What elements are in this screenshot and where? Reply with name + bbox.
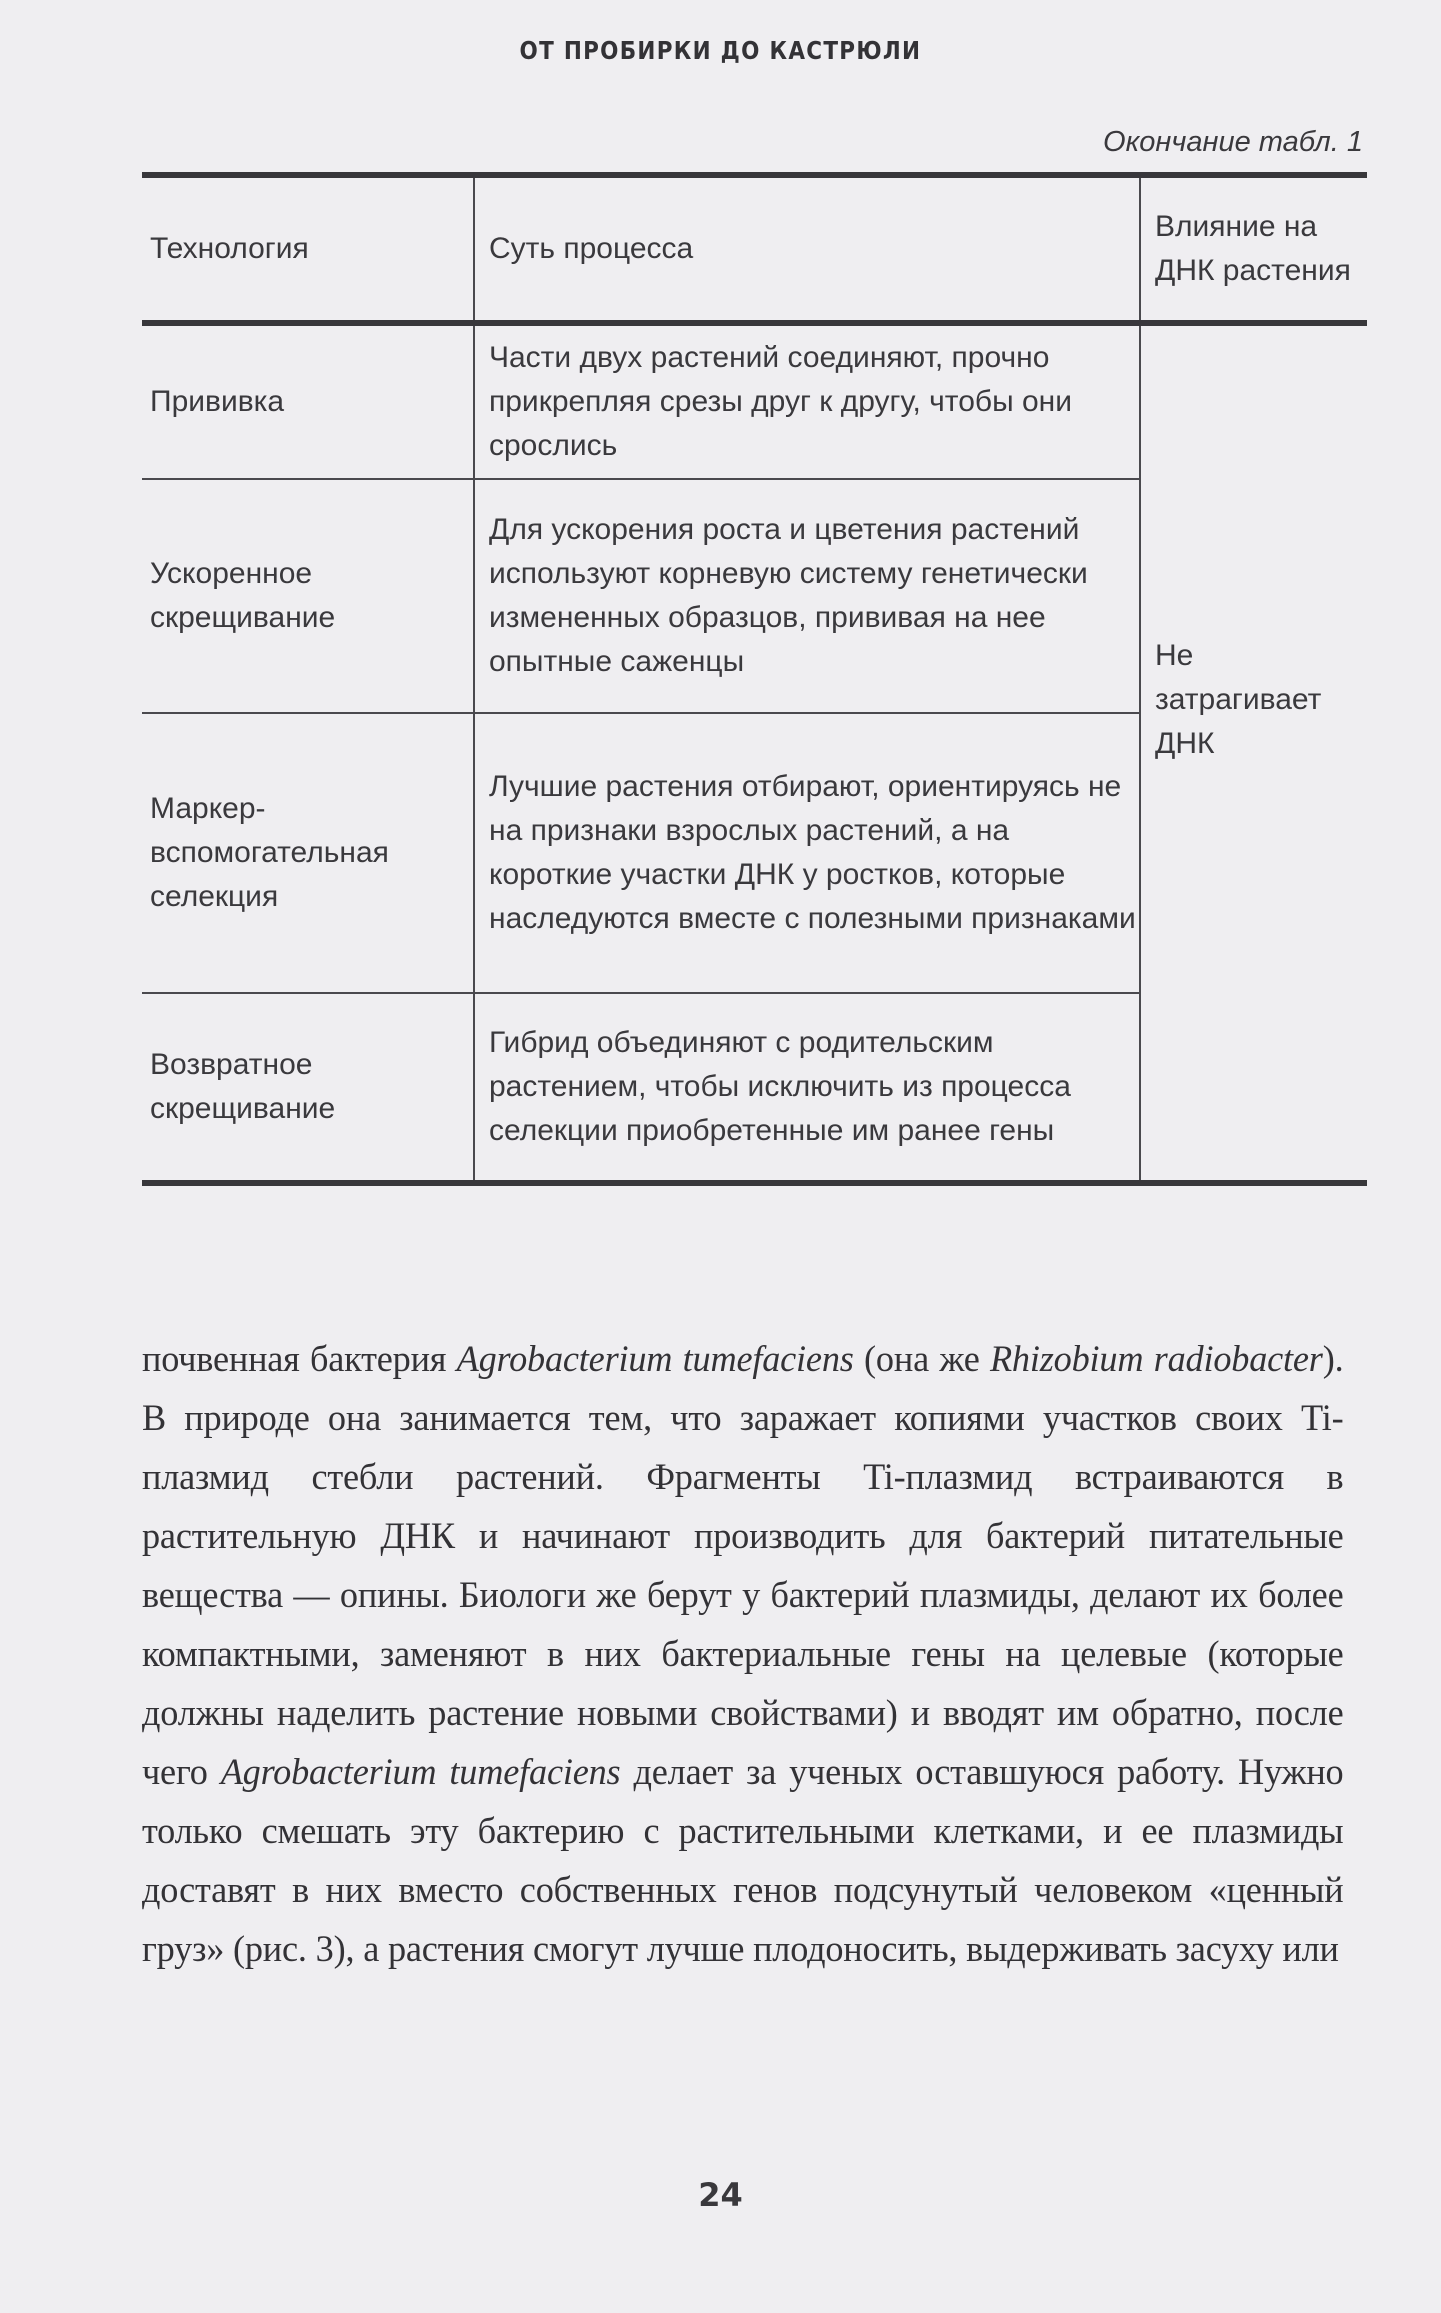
technology-table xyxy=(142,172,1367,1186)
table-header-row xyxy=(142,175,1367,323)
cell-process: Гибрид объединяют с родительским растением, чтобы исключить из процесса селекции приобретенные им ранее гены xyxy=(474,993,1140,1183)
paragraph-text xyxy=(142,1330,1343,1979)
cell-technology: Ускоренное скрещивание xyxy=(142,479,474,713)
cell-technology: Прививка xyxy=(142,323,474,479)
technology-table-grid xyxy=(142,172,1367,1186)
species-name-italic: Agrobacterium tumefaciens xyxy=(220,1752,621,1793)
species-name-italic: Agrobacterium tumefaciens xyxy=(456,1339,854,1380)
table-row xyxy=(142,323,1367,479)
running-header-title: ОТ ПРОБИРКИ ДО КАСТРЮЛИ xyxy=(519,36,922,65)
text-segment: ). В природе она занимается тем, что заражает копиями участков своих Ti-плазмид стебли растений. Фрагменты Ti-плазмид встраиваются в растительную ДНК и начинают производить для бактерий питательные вещества — опины. Биологи же берут у бактерий плазмиды, делают их более компактными, заменяют в них бактериальные гены на целевые (которые должны наделить растение новыми свойствами) и вводят им обратно, после чего xyxy=(142,1339,1344,1793)
cell-process: Для ускорения роста и цветения растений используют корневую систему генетически измененных образцов, прививая на нее опытные саженцы xyxy=(474,479,1140,713)
page-number: 24 xyxy=(698,2176,743,2214)
species-name-italic: Rhizobium radiobacter xyxy=(989,1339,1323,1380)
cell-dna-impact-merged: Не затрагивает ДНК xyxy=(1140,323,1367,1183)
cell-technology: Возвратное скрещивание xyxy=(142,993,474,1183)
cell-process: Лучшие растения отбирают, ориентируясь не на признаки взрослых растений, а на короткие участки ДНК у ростков, которые наследуются вместе с полезными признаками xyxy=(474,713,1140,993)
table-caption: Окончание табл. 1 xyxy=(1103,126,1363,158)
body-paragraph xyxy=(142,1330,1343,1979)
text-segment: делает за ученых оставшуюся работу. Нужно только смешать эту бактерию с растительными клетками, и ее плазмиды доставят в них вместо собственных генов подсунутый человеком «ценный груз» (рис. 3), а растения смогут лучше плодоносить, выдерживать засуху или xyxy=(142,1752,1344,1970)
cell-technology: Маркер-вспомогательная селекция xyxy=(142,713,474,993)
text-segment: (она же xyxy=(853,1339,990,1380)
column-header-process: Суть процесса xyxy=(474,175,1140,323)
cell-process: Части двух растений соединяют, прочно прикрепляя срезы друг к другу, чтобы они срослись xyxy=(474,323,1140,479)
column-header-technology: Технология xyxy=(150,232,309,265)
column-header-dna-impact: Влияние на ДНК растения xyxy=(1140,175,1367,323)
text-segment: почвенная бактерия xyxy=(142,1339,457,1380)
